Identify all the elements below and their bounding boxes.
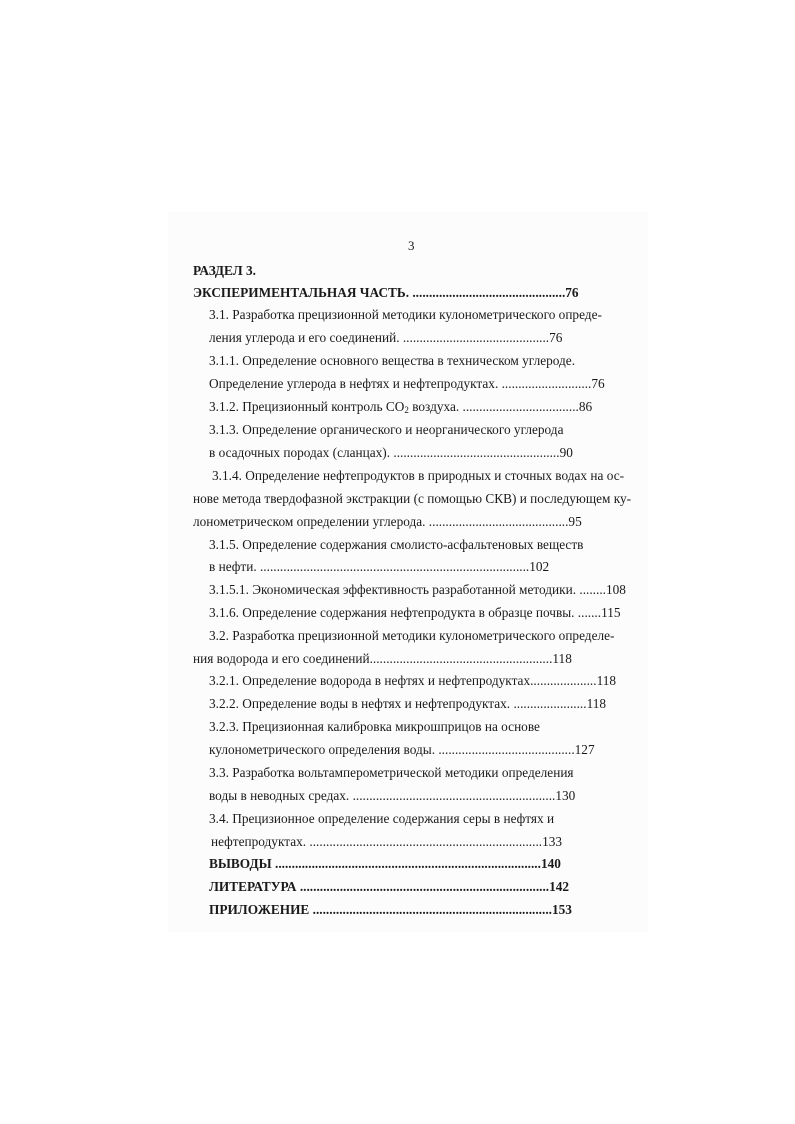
toc-entry: 3.2.1. Определение водорода в нефтях и нефтепродуктах....................118	[209, 673, 617, 688]
toc-entry: 3.3. Разработка вольтамперометрической методики определения	[209, 765, 574, 780]
toc-entry: 3.1.3. Определение органического и неорганического углерода	[209, 422, 564, 437]
page-number: 3	[408, 238, 415, 253]
toc-entry: кулонометрического определения воды. .........................................127	[209, 742, 595, 757]
section-title: РАЗДЕЛ 3.	[193, 263, 256, 278]
toc-entry: нефтепродуктах. ......................................................................133	[211, 834, 563, 849]
toc-entry: воды в неводных средах. .............................................................130	[209, 788, 576, 803]
toc-entry: 3.1.5. Определение содержания смолисто-асфальтеновых веществ	[209, 537, 584, 552]
toc-entry: 3.1.2. Прецизионный контроль $СО_2$ воздуха. ...................................86	[209, 399, 593, 415]
toc-entry: нове метода твердофазной экстракции (с помощью СКВ) и последующем ку-	[193, 491, 632, 506]
toc-entry: 3.2.3. Прецизионная калибровка микрошприцов на основе	[209, 719, 540, 734]
toc-entry: Определение углерода в нефтях и нефтепродуктах. ...........................76	[209, 376, 605, 391]
toc-entry: 3.1.4. Определение нефтепродуктов в природных и сточных водах на ос-	[212, 468, 625, 483]
toc-entry: ЭКСПЕРИМЕНТАЛЬНАЯ ЧАСТЬ. ..............................................76	[193, 285, 579, 300]
toc-entry: 3.2.2. Определение воды в нефтях и нефтепродуктах. ......................118	[209, 696, 607, 711]
toc-entry: 3.1.1. Определение основного вещества в техническом углероде.	[209, 353, 576, 368]
toc-entry: 3.1.6. Определение содержания нефтепродукта в образце почвы. .......115	[209, 605, 621, 620]
toc-entry: 3.2. Разработка прецизионной методики кулонометрического определе-	[209, 628, 615, 643]
toc-entry: в осадочных породах (сланцах). ..................................................90	[209, 445, 573, 460]
toc-entry: ления углерода и его соединений. ............................................76	[209, 330, 563, 345]
toc-entry-conclusions: ВЫВОДЫ ................................................................................140	[209, 856, 561, 871]
toc-entry: лонометрическом определении углерода. ..........................................95	[193, 514, 582, 529]
toc-entry-literature: ЛИТЕРАТУРА ...........................................................................142	[209, 879, 570, 894]
toc-entry: 3.1. Разработка прецизионной методики кулонометрического опреде-	[209, 307, 602, 322]
toc-entry: 3.4. Прецизионное определение содержания серы в нефтях и	[209, 811, 555, 826]
toc-entry: ния водорода и его соединений.......................................................118	[193, 651, 572, 666]
toc-entry-appendix: ПРИЛОЖЕНИЕ ........................................................................153	[209, 902, 572, 917]
toc-entry: в нефти. .................................................................................102	[209, 559, 550, 574]
toc-entry: 3.1.5.1. Экономическая эффективность разработанной методики. ........108	[209, 582, 626, 597]
